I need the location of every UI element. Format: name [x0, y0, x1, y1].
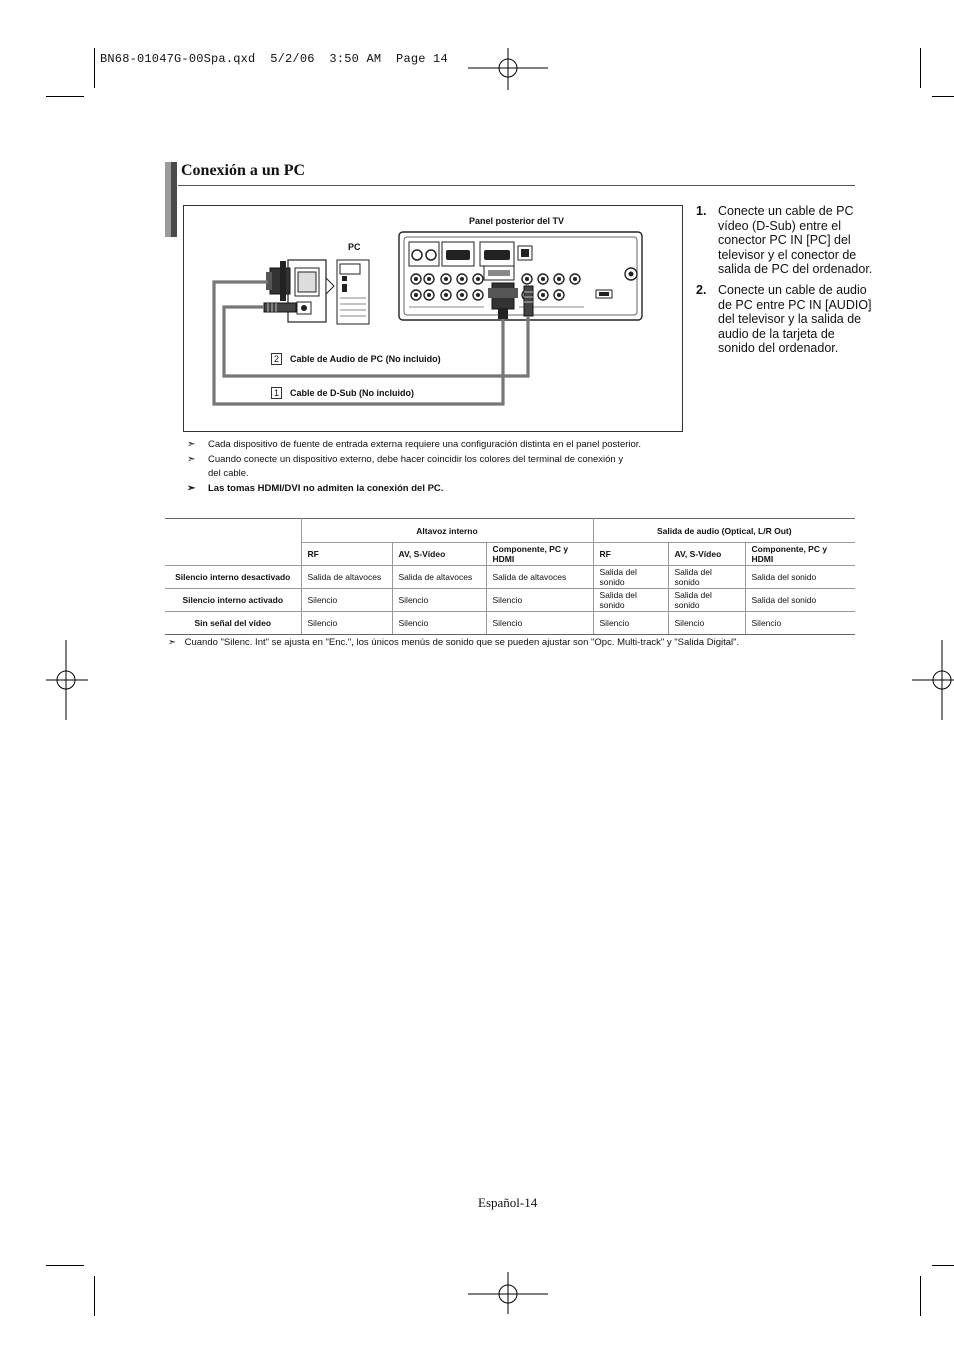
note-item	[187, 438, 687, 453]
notes-list	[187, 438, 687, 496]
note-text: Cuando conecte un dispositivo externo, debe hacer coincidir los colores del terminal de conexión y del cable.	[208, 453, 624, 479]
subheader-cell: AV, S-Vídeo	[392, 543, 486, 566]
step-1-number: 1.	[696, 204, 707, 218]
registration-mark-right	[912, 640, 954, 720]
group-header-internal-speaker: Altavoz interno	[301, 519, 593, 543]
table-cell: Silencio	[301, 612, 392, 635]
group-header-audio-out: Salida de audio (Optical, L/R Out)	[593, 519, 855, 543]
cable-audio-number: 2	[271, 353, 282, 365]
tv-audio-plug-icon	[524, 286, 533, 316]
table-corner-cell	[165, 519, 301, 566]
table-row	[165, 566, 855, 589]
table-cell: Salida del sonido	[593, 589, 668, 612]
diagram-illustration	[184, 206, 682, 431]
note-text: Las tomas HDMI/DVI no admiten la conexión del PC.	[208, 482, 444, 494]
table-cell: Salida del sonido	[593, 566, 668, 589]
subheader-cell: AV, S-Vídeo	[668, 543, 745, 566]
table-cell: Silencio	[668, 612, 745, 635]
table-cell: Silencio	[392, 612, 486, 635]
row-header: Silencio interno activado	[165, 589, 301, 612]
subheader-cell: RF	[593, 543, 668, 566]
table-note-text: Cuando "Silenc. Int" se ajusta en "Enc.", los únicos menús de sonido que se pueden ajustar son "Opc. Multi-track" y "Salida Digital".	[184, 637, 740, 648]
table-header-row	[165, 519, 855, 543]
step-2	[696, 283, 874, 356]
note-item	[187, 482, 687, 497]
subheader-cell: RF	[301, 543, 392, 566]
table-cell: Salida de altavoces	[301, 566, 392, 589]
table-cell: Salida del sonido	[745, 566, 855, 589]
section-title: Conexión a un PC	[181, 162, 306, 179]
title-accent-bar-dark	[171, 162, 177, 237]
step-2-text: Conecte un cable de audio de PC entre PC IN [AUDIO] del televisor y la salida de audio de la tarjeta de sonido del ordenador.	[718, 282, 872, 356]
table-cell: Salida del sonido	[745, 589, 855, 612]
cable-audio-label: Cable de Audio de PC (No incluido)	[290, 354, 441, 364]
registration-mark-bottom	[468, 1272, 548, 1314]
table-cell: Silencio	[392, 589, 486, 612]
note-arrow-icon: ➣	[187, 439, 196, 450]
tv-panel-label: Panel posterior del TV	[469, 216, 565, 226]
note-arrow-icon: ➣	[187, 482, 196, 494]
table-cell: Silencio	[486, 589, 593, 612]
registration-mark-top	[468, 48, 548, 90]
connection-diagram	[183, 205, 683, 432]
step-1-text: Conecte un cable de PC vídeo (D-Sub) entre el conector PC IN [PC] del televisor y el conector de salida de PC del ordenador.	[718, 204, 873, 277]
note-item	[187, 453, 627, 482]
step-2-number: 2.	[696, 282, 707, 297]
registration-mark-left	[46, 640, 88, 720]
table-cell: Salida de altavoces	[392, 566, 486, 589]
note-arrow-icon: ➣	[187, 453, 196, 465]
table-cell: Salida del sonido	[668, 589, 745, 612]
table-cell: Salida del sonido	[668, 566, 745, 589]
sound-output-table	[165, 518, 855, 635]
cable-dsub-number: 1	[271, 387, 282, 399]
pc-label: PC	[348, 242, 361, 252]
pc-audio-plug-icon	[264, 303, 296, 312]
print-slug: BN68-01047G-00Spa.qxd 5/2/06 3:50 AM Page 14	[100, 52, 448, 66]
table-cell: Silencio	[301, 589, 392, 612]
page-footer: Español-14	[478, 1195, 538, 1210]
table-row	[165, 589, 855, 612]
pc-back-panel-icon	[288, 260, 369, 324]
table-note	[168, 637, 858, 648]
step-1	[696, 204, 874, 277]
cable-dsub-label: Cable de D-Sub (No incluido)	[290, 388, 414, 398]
table-cell: Silencio	[593, 612, 668, 635]
pc-dsub-plug-icon	[266, 261, 290, 301]
subheader-cell: Componente, PC y HDMI	[745, 543, 855, 566]
instruction-steps	[696, 204, 874, 362]
table-row	[165, 612, 855, 635]
table-cell: Salida de altavoces	[486, 566, 593, 589]
tv-rear-panel-icon	[399, 232, 642, 320]
row-header: Silencio interno desactivado	[165, 566, 301, 589]
table-cell: Silencio	[486, 612, 593, 635]
table-cell: Silencio	[745, 612, 855, 635]
subheader-cell: Componente, PC y HDMI	[486, 543, 593, 566]
row-header: Sin señal del vídeo	[165, 612, 301, 635]
title-rule	[178, 185, 855, 186]
note-text: Cada dispositivo de fuente de entrada externa requiere una configuración distinta en el panel posterior.	[208, 439, 642, 450]
note-arrow-icon: ➣	[168, 637, 176, 648]
